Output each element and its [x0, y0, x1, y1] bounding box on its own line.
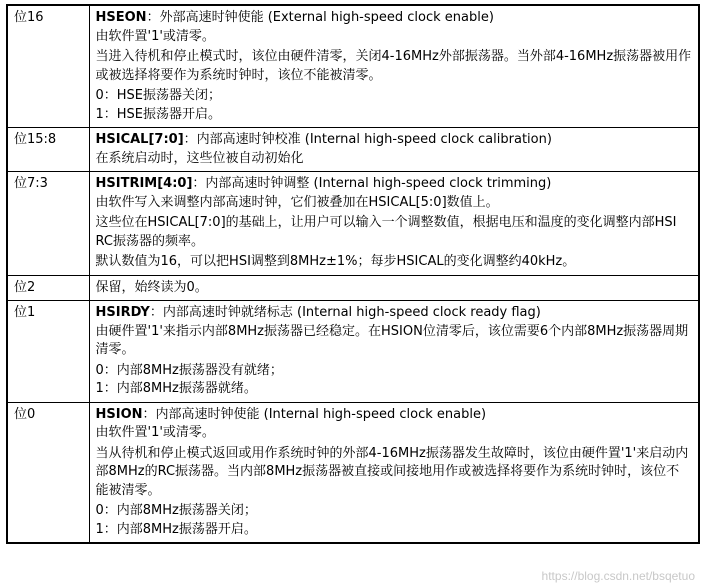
description-line: 当从待机和停止模式返回或用作系统时钟的外部4-16MHz振荡器发生故障时，该位由硬件置'1'来启动内部8MHz的RC振荡器。当内部8MHz振荡器被直接或间接地用作或被选择将要作为系统时钟时，该位不能被清零。: [95, 445, 689, 498]
field-heading: [96, 131, 693, 150]
field-name: HSION: [95, 406, 143, 422]
bit-description: [89, 402, 699, 543]
table-row: [7, 275, 699, 301]
description-line: 默认数值为16，可以把HSI调整到8MHz±1%；每步HSICAL的变化调整约40kHz。: [95, 254, 576, 269]
field-heading: [96, 304, 693, 323]
bit-description: [89, 128, 699, 172]
bit-description: [89, 172, 699, 276]
description-line: 由硬件置'1'来指示内部8MHz振荡器已经稳定。在HSION位清零后，该位需要6个内部8MHz振荡器周期清零。: [95, 323, 689, 357]
description-line: 1：内部8MHz振荡器就绪。: [95, 381, 257, 396]
field-title: 保留，始终读为0。: [95, 279, 208, 295]
field-title: ：外部高速时钟使能 (External high-speed clock enable): [146, 10, 494, 25]
field-heading: [96, 9, 693, 28]
bit-position: 位15:8: [7, 128, 89, 172]
description-line: 由软件置'1'或清零。: [95, 28, 215, 44]
description-line: 由软件置'1'或清零。: [95, 425, 215, 440]
table-row: [7, 128, 699, 172]
description-line: 0：HSE振荡器关闭；: [95, 88, 222, 103]
description-line: 0：内部8MHz振荡器没有就绪；: [95, 362, 283, 378]
field-name: HSEON: [95, 10, 147, 25]
field-heading: [96, 406, 693, 425]
description-line: 这些位在HSICAL[7:0]的基础上，让用户可以输入一个调整数值，根据电压和温度的变化调整内部HSI RC振荡器的频率。: [95, 215, 677, 249]
field-heading: [96, 279, 693, 298]
table-row: [7, 301, 699, 403]
field-title: ：内部高速时钟调整 (Internal high-speed clock trimming): [192, 176, 552, 191]
description-line: 0：内部8MHz振荡器关闭；: [95, 503, 257, 518]
description-line: 1：HSE振荡器开启。: [95, 106, 222, 122]
description-line: 1：内部8MHz振荡器开启。: [95, 521, 257, 537]
bit-description: [89, 301, 699, 403]
table-row: [7, 5, 699, 128]
field-title: ：内部高速时钟使能 (Internal high-speed clock enable): [142, 406, 487, 422]
field-heading: [96, 175, 693, 194]
field-name: HSICAL[7:0]: [95, 132, 184, 147]
table-row: [7, 172, 699, 276]
bit-position: 位1: [7, 301, 89, 403]
field-name: HSITRIM[4:0]: [95, 176, 193, 191]
watermark-url: https://blog.csdn.net/bsqetuo: [541, 569, 695, 583]
bit-description: [89, 275, 699, 301]
table-row: [7, 402, 699, 543]
bit-position: 位7:3: [7, 172, 89, 276]
field-title: ：内部高速时钟就绪标志 (Internal high-speed clock ready flag): [149, 305, 541, 320]
description-line: 由软件写入来调整内部高速时钟，它们被叠加在HSICAL[5:0]数值上。: [95, 194, 499, 210]
field-name: HSIRDY: [95, 305, 150, 320]
register-bit-table: [6, 4, 700, 544]
bit-description: [89, 5, 699, 128]
bit-position: 位0: [7, 402, 89, 543]
description-line: 在系统启动时，这些位被自动初始化: [95, 150, 304, 166]
description-line: 当进入待机和停止模式时，该位由硬件清零，关闭4-16MHz外部振荡器。当外部4-16MHz振荡器被用作或被选择将要作为系统时钟时，该位不能被清零。: [95, 49, 692, 83]
field-title: ：内部高速时钟校准 (Internal high-speed clock calibration): [183, 132, 552, 147]
bit-position: 位2: [7, 275, 89, 301]
bit-position: 位16: [7, 5, 89, 128]
